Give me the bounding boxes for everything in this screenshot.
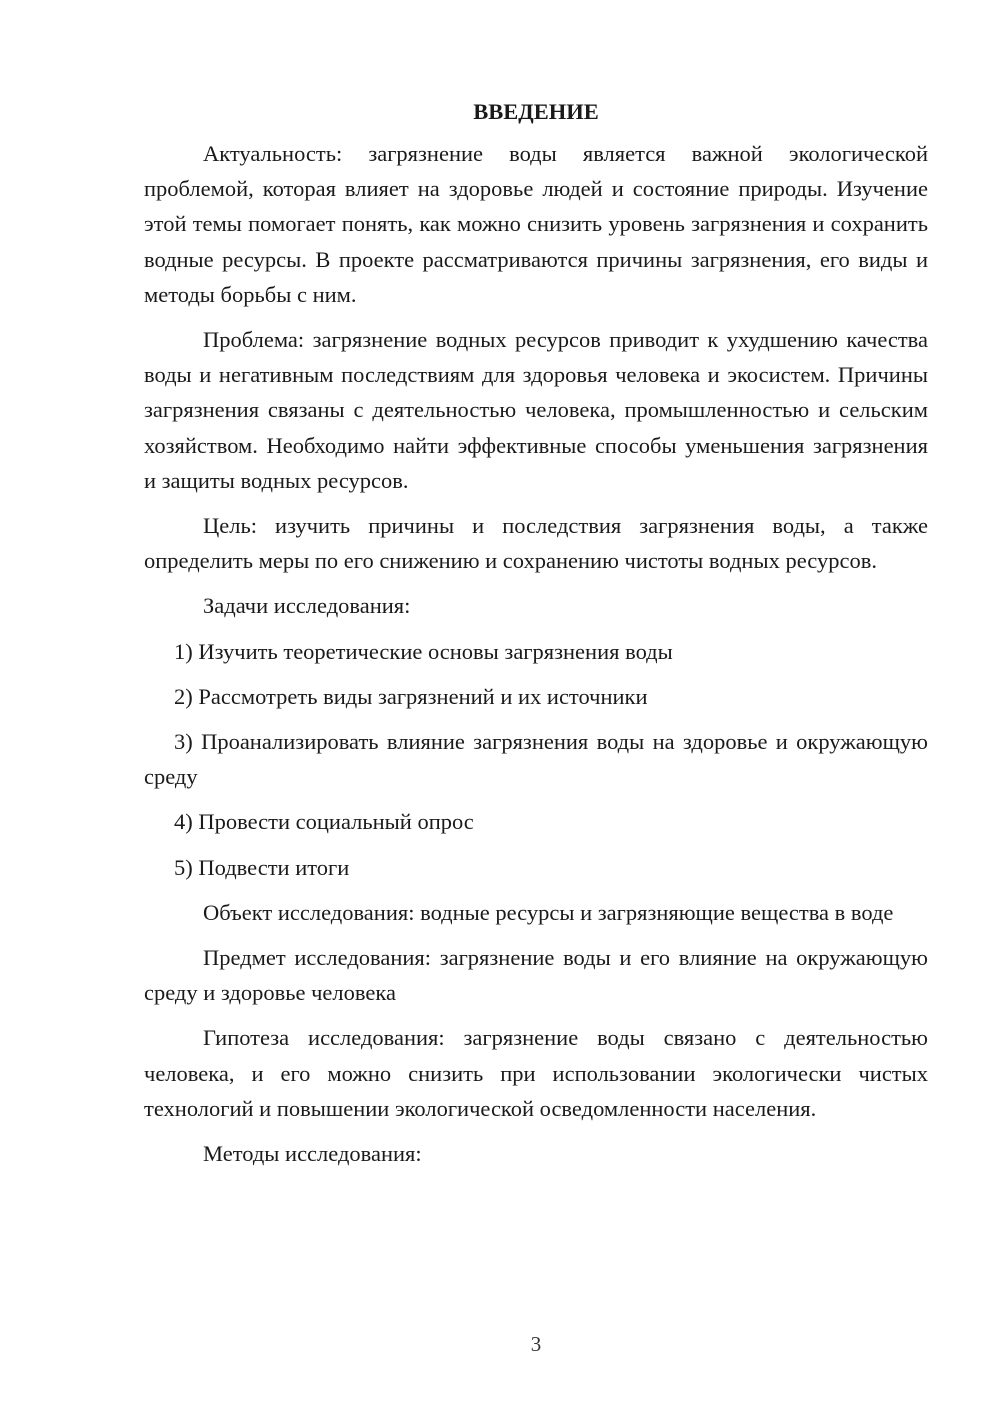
tasks-intro: Задачи исследования: [203,593,411,619]
list-item: 4) Провести социальный опрос [174,809,474,835]
page-number: 3 [530,1332,542,1356]
object-paragraph: Объект исследования: водные ресурсы и загрязняющие вещества в воде [203,899,894,925]
goal-paragraph: Цель: изучить причины и последствия загрязнения воды, а также определить меры по его снижению и сохранению чистоты водных ресурсов. [144,513,928,574]
list-item: 1) Изучить теоретические основы загрязнения воды [174,638,673,664]
methods-paragraph: Методы исследования: [203,1141,422,1167]
list-item: 5) Подвести итоги [174,854,350,880]
subject-paragraph: Предмет исследования: загрязнение воды и его влияние на окружающую среду и здоровье человека [144,945,928,1006]
relevance-paragraph: Актуальность: загрязнение воды является важной экологической проблемой, которая влияет на здоровье людей и состояние природы. Изучение этой темы помогает понять, как можно снизить уровень загрязнения и сохранить водные ресурсы. В проекте рассматриваются причины загрязнения, его виды и методы борьбы с ним. [144,141,928,307]
problem-paragraph: Проблема: загрязнение водных ресурсов приводит к ухудшению качества воды и негативным последствиям для здоровья человека и экосистем. Причины загрязнения связаны с деятельностью человека, промышленностью и сельским хозяйством. Необходимо найти эффективные способы уменьшения загрязнения и защиты водных ресурсов. [144,327,928,493]
list-item: 3) Проанализировать влияние загрязнения воды на здоровье и окружающую среду [144,729,928,790]
list-item: 2) Рассмотреть виды загрязнений и их источники [174,683,648,709]
hypothesis-paragraph: Гипотеза исследования: загрязнение воды связано с деятельностью человека, и его можно снизить при использовании экологически чистых технологий и повышении экологической осведомленности населения. [144,1025,928,1121]
page-content [144,94,928,1181]
tasks-list [144,634,928,885]
page-title: ВВЕДЕНИЕ [473,99,599,124]
